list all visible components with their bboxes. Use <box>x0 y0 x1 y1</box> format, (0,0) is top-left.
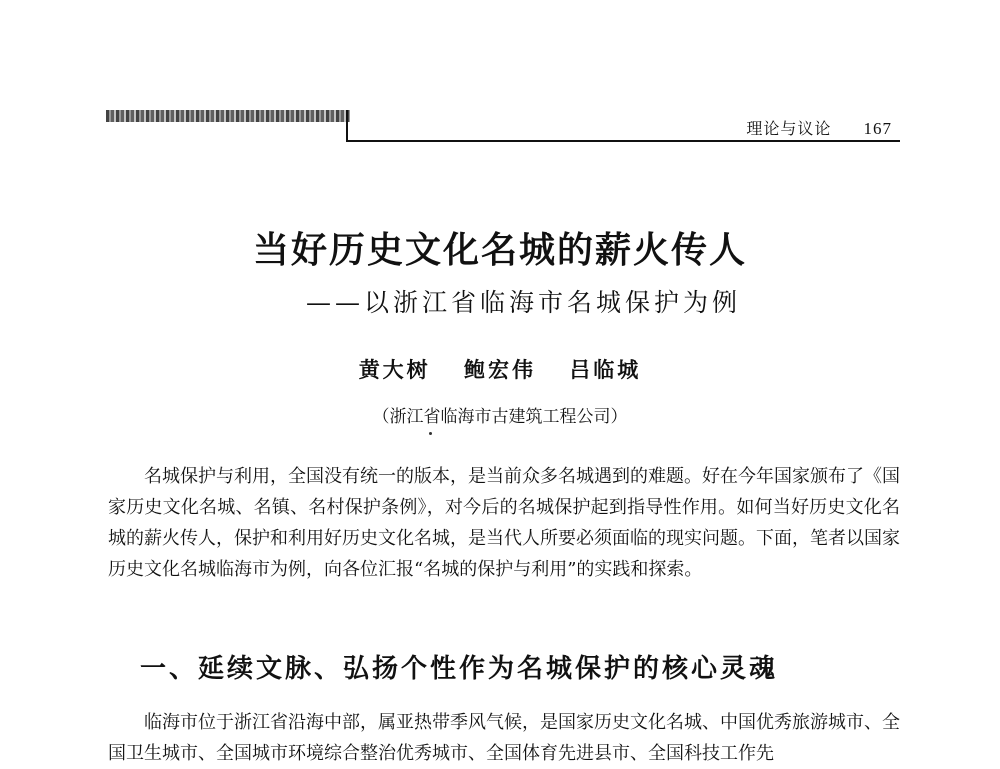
author-list <box>0 354 1000 384</box>
header-decorative-band <box>106 110 350 122</box>
stray-dot <box>429 432 432 435</box>
header-rule-hook <box>346 110 348 142</box>
body-paragraph: 临海市位于浙江省沿海中部，属亚热带季风气候，是国家历史文化名城、中国优秀旅游城市、全国卫生城市、全国城市环境综合整治优秀城市、全国体育先进县市、全国科技工作先 <box>108 712 900 764</box>
article-title: 当好历史文化名城的薪火传人 <box>252 230 747 271</box>
header-rule <box>346 140 900 142</box>
running-head-section: 理论与议论 <box>746 119 832 138</box>
section-heading: 一、延续文脉、弘扬个性作为名城保护的核心灵魂 <box>140 654 779 684</box>
intro-paragraph: 名城保护与利用，全国没有统一的版本，是当前众多名城遇到的难题。好在今年国家颁布了《国家历史文化名城、名镇、名村保护条例》，对今后的名城保护起到指导性作用。如何当好历史文化名城的薪火传人，保护和利用好历史文化名城，是当代人所要必须面临的现实问题。下面，笔者以国家历史文化名城临海市为例，向各位汇报“名城的保护与利用”的实践和探索。 <box>108 466 900 580</box>
author-name: 鲍宏伟 <box>464 357 536 382</box>
author-affiliation: （浙江省临海市古建筑工程公司） <box>372 407 628 427</box>
author-name: 黄大树 <box>358 357 431 382</box>
author-name: 吕临城 <box>569 357 642 382</box>
page-number: 167 <box>863 119 892 138</box>
article-subtitle: ——以浙江省临海市名城保护为例 <box>306 288 742 317</box>
running-head <box>746 116 892 139</box>
